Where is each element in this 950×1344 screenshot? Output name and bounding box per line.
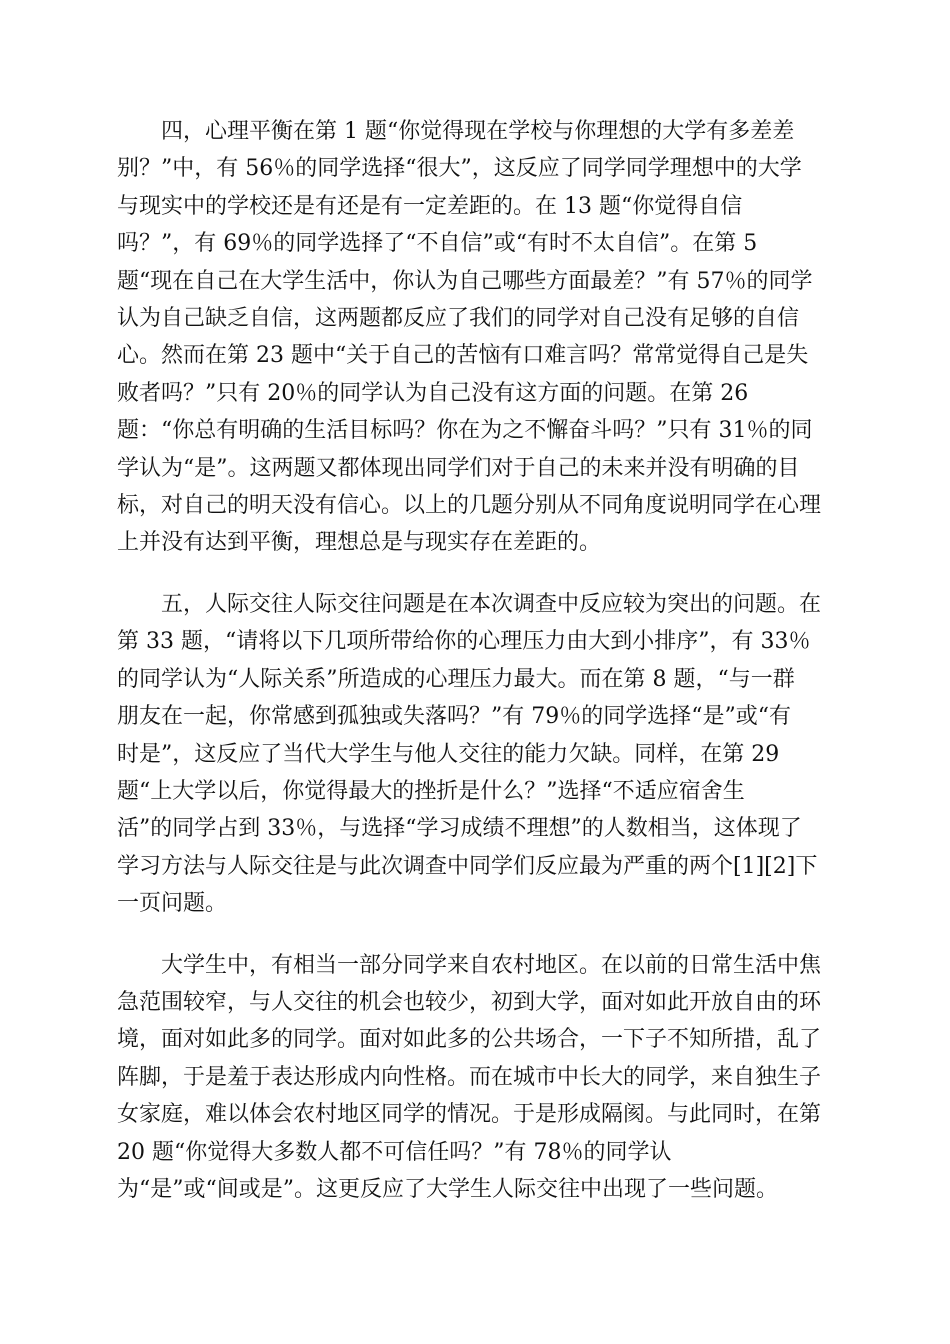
text-line: 的同学认为“人际关系”所造成的心理压力最大。而在第 8 题，“与一群 — [117, 666, 795, 692]
text-line: 吗？”，有 69％的同学选择了“不自信”或“有时不太自信”。在第 5 — [117, 231, 758, 257]
text-line: 阵脚，于是羞于表达形成内向性格。而在城市中长大的同学，来自独生子 — [117, 1064, 822, 1090]
text-line: 为“是”或“间或是”。这更反应了大学生人际交往中出现了一些问题。 — [117, 1176, 778, 1202]
text-line: 四，心理平衡在第 1 题“你觉得现在学校与你理想的大学有多差差 — [161, 119, 795, 144]
text-line: 标，对自己的明天没有信心。以上的几题分别从不同角度说明同学在心理 — [117, 493, 822, 519]
text-line: 朋友在一起，你常感到孤独或失落吗？”有 79％的同学选择“是”或“有 — [117, 704, 791, 730]
text-line: 别？”中，有 56％的同学选择“很大”，这反应了同学同学理想中的大学 — [117, 156, 802, 182]
text-line: 败者吗？”只有 20％的同学认为自己没有这方面的问题。在第 26 — [117, 380, 749, 406]
text-line: 第 33 题，“请将以下几项所带给你的心理压力由大到小排序”，有 33％ — [117, 629, 811, 655]
paragraph-psychological-balance — [117, 113, 839, 562]
text-line: 心。然而在第 23 题中“关于自己的苦恼有口难言吗？常常觉得自己是失 — [117, 343, 809, 369]
text-line: 五，人际交往人际交往问题是在本次调查中反应较为突出的问题。在 — [161, 591, 822, 617]
text-line: 与现实中的学校还是有还是有一定差距的。在 13 题“你觉得自信 — [117, 193, 743, 219]
text-line: 时是”，这反应了当代大学生与他人交往的能力欠缺。同样，在第 29 — [117, 741, 780, 767]
document-page — [117, 113, 839, 1208]
text-line: 学认为“是”。这两题又都体现出同学们对于自己的未来并没有明确的目 — [117, 455, 800, 481]
text-line: 境，面对如此多的同学。面对如此多的公共场合，一下子不知所措，乱了 — [117, 1027, 822, 1053]
text-line: 20 题“你觉得大多数人都不可信任吗？”有 78％的同学认 — [117, 1139, 672, 1165]
text-line: 一页问题。 — [117, 891, 228, 917]
text-line: 题：“你总有明确的生活目标吗？你在为之不懈奋斗吗？”只有 31％的同 — [117, 418, 813, 444]
paragraph-spacer — [117, 562, 839, 586]
paragraph-interpersonal — [117, 586, 839, 923]
text-line: 上并没有达到平衡，理想总是与现实存在差距的。 — [117, 530, 602, 556]
text-line: 学习方法与人际交往是与此次调查中同学们反应最为严重的两个[1][2]下 — [117, 853, 818, 879]
paragraph-rural-students — [117, 947, 839, 1209]
text-line: 认为自己缺乏自信，这两题都反应了我们的同学对自己没有足够的自信 — [117, 306, 800, 332]
text-line: 题“上大学以后，你觉得最大的挫折是什么？”选择“不适应宿舍生 — [117, 778, 745, 804]
text-line: 题“现在自己在大学生活中，你认为自己哪些方面最差？”有 57％的同学 — [117, 268, 813, 294]
text-line: 女家庭，难以体会农村地区同学的情况。于是形成隔阂。与此同时，在第 — [117, 1102, 822, 1128]
text-line: 活”的同学占到 33％，与选择“学习成绩不理想”的人数相当，这体现了 — [117, 816, 802, 842]
paragraph-spacer — [117, 923, 839, 947]
text-line: 大学生中，有相当一部分同学来自农村地区。在以前的日常生活中焦 — [161, 952, 822, 978]
text-line: 急范围较窄，与人交往的机会也较少，初到大学，面对如此开放自由的环 — [117, 989, 822, 1015]
